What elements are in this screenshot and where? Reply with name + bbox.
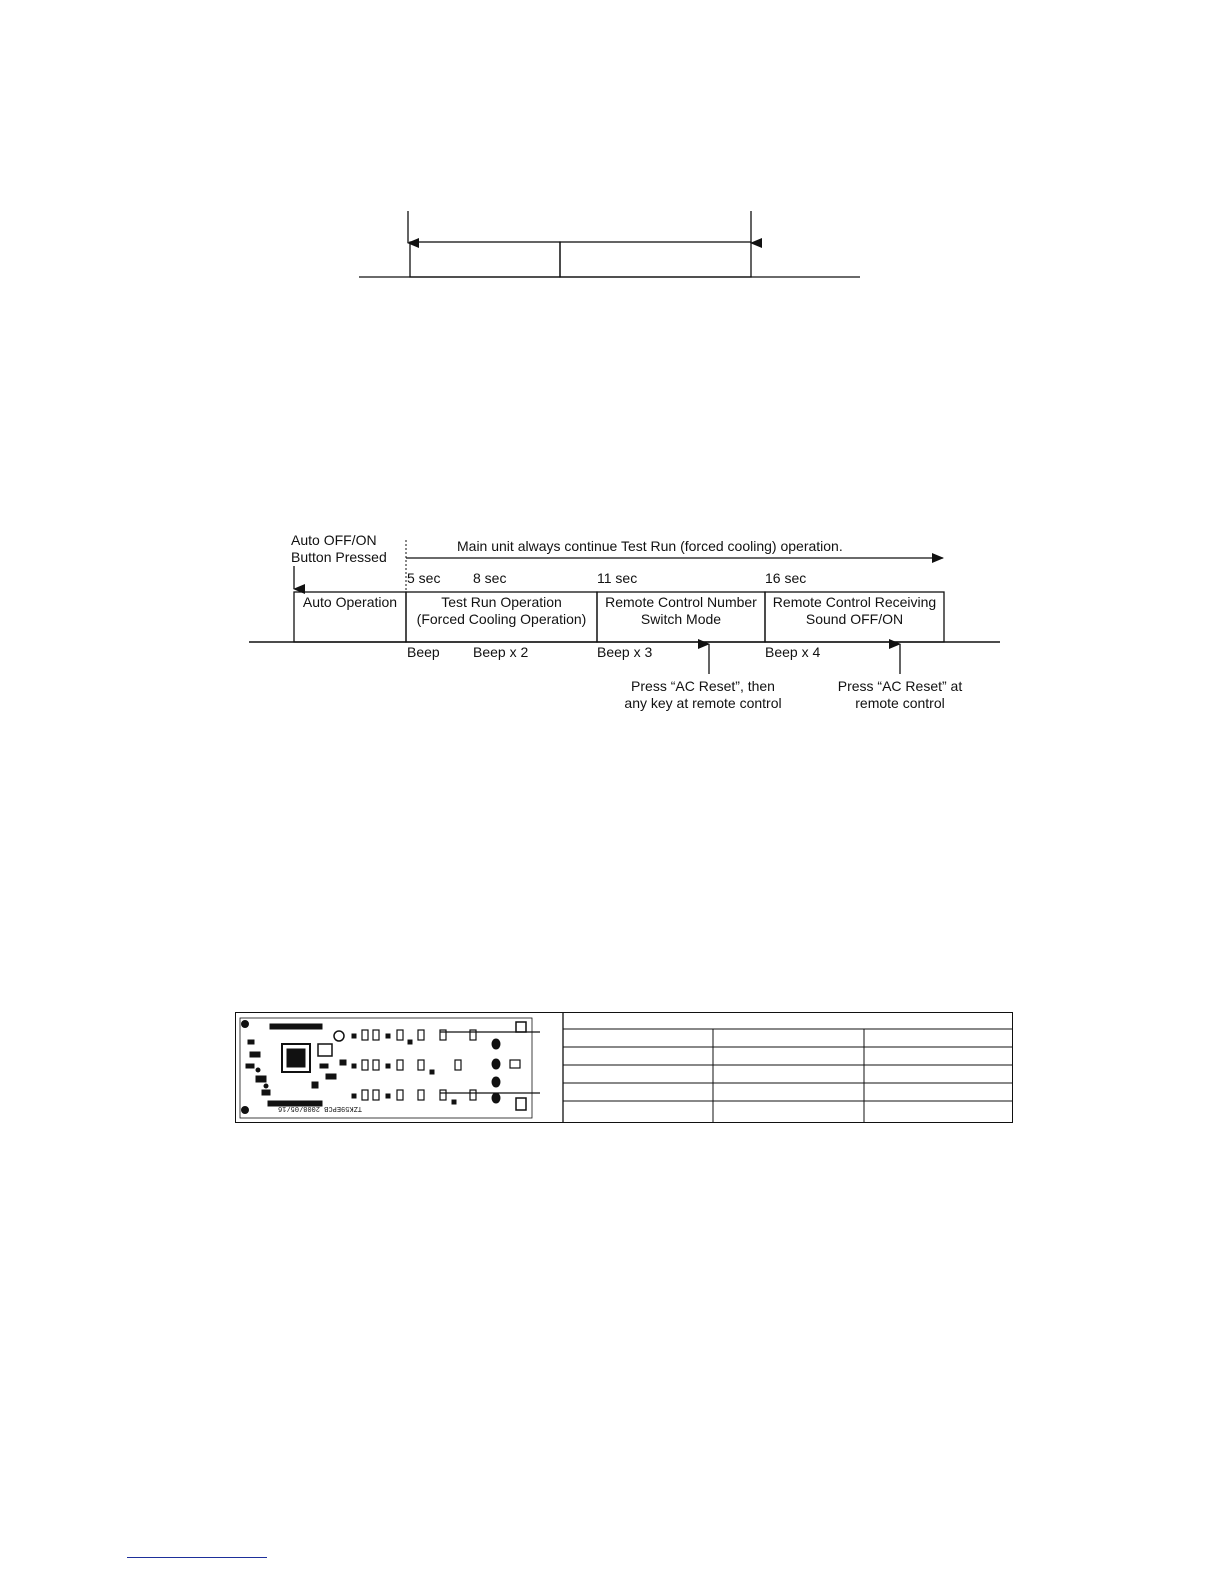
segment-receiving-sound-sublabel: Sound OFF/ON [805, 611, 904, 627]
segment-auto-operation-label: Auto Operation [302, 594, 398, 610]
footer-link-underline [127, 1557, 267, 1558]
top-segment-2 [560, 242, 751, 277]
beep-2: Beep x 2 [473, 644, 529, 660]
time-mark-16: 16 sec [765, 570, 807, 586]
note-1-line2: any key at remote control [624, 695, 782, 711]
note-2-line2: remote control [855, 695, 945, 711]
beep-3: Beep x 3 [597, 644, 653, 660]
segment-receiving-sound-label: Remote Control Receiving [772, 594, 937, 610]
note-1-line1: Press “AC Reset”, then [631, 678, 775, 694]
segment-number-switch-sublabel: Switch Mode [640, 611, 722, 627]
button-label-line1: Auto OFF/ON [291, 532, 377, 548]
segment-number-switch-label: Remote Control Number [605, 594, 757, 610]
top-timing-diagram [359, 211, 860, 277]
main-note: Main unit always continue Test Run (forced cooling) operation. [457, 538, 843, 554]
button-label-line2: Button Pressed [291, 549, 387, 565]
top-segment-1 [410, 242, 560, 277]
segment-test-run-label: Test Run Operation [441, 594, 562, 610]
time-mark-5: 5 sec [407, 570, 441, 586]
note-2-line1: Press “AC Reset” at [837, 678, 963, 694]
segment-test-run-sublabel: (Forced Cooling Operation) [416, 611, 587, 627]
time-mark-8: 8 sec [473, 570, 507, 586]
beep-4: Beep x 4 [765, 644, 821, 660]
time-mark-11: 11 sec [597, 570, 638, 586]
pcb-board-label: TZK59EPCB 2008/05/16 [278, 1104, 363, 1112]
beep-1: Beep [407, 644, 440, 660]
